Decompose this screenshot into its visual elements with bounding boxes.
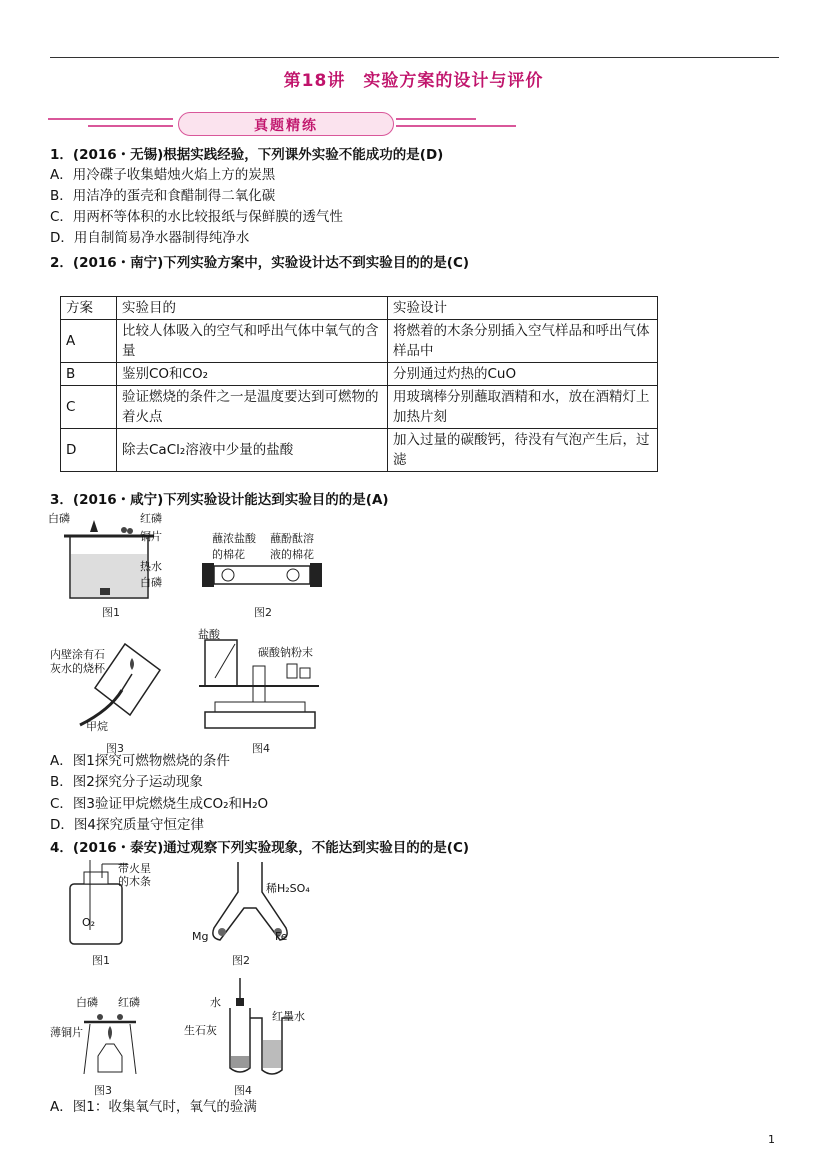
table-cell: 分别通过灼热的CuO xyxy=(388,363,658,386)
q2-table xyxy=(60,296,658,472)
q3-fig1-caption: 图1 xyxy=(102,606,120,619)
q4-fig3-label: 红磷 xyxy=(118,996,140,1009)
q4-fig4-label: 生石灰 xyxy=(184,1024,217,1037)
table-cell: A xyxy=(61,320,117,363)
q3-fig2-label: 蘸酚酞溶液的棉花 xyxy=(270,532,314,561)
q2-stem: 2．(2016・南宁)下列实验方案中，实验设计达不到实验目的的是(C) xyxy=(50,255,470,271)
table-cell: 除去CaCl₂溶液中少量的盐酸 xyxy=(117,429,388,472)
q4-fig4-caption: 图4 xyxy=(234,1084,252,1097)
q3-fig1-label: 铜片 xyxy=(140,530,162,543)
q3-fig1-label: 热水 xyxy=(140,560,162,573)
q3-fig2-tube-diagram xyxy=(198,560,326,590)
table-cell: D xyxy=(61,429,117,472)
table-cell: C xyxy=(61,386,117,429)
q3-option-c: C．图3验证甲烷燃烧生成CO₂和H₂O xyxy=(50,796,269,812)
q3-fig3-label: 甲烷 xyxy=(86,720,108,733)
q3-fig3-label: 内壁涂有石灰水的烧杯 xyxy=(50,648,105,675)
q3-fig4-caption: 图4 xyxy=(252,742,270,755)
table-header-row xyxy=(61,297,658,320)
q3-fig4-balance-diagram xyxy=(195,636,325,736)
table-cell: 用玻璃棒分别蘸取酒精和水，放在酒精灯上加热片刻 xyxy=(388,386,658,429)
q4-fig3-burner-diagram xyxy=(80,1006,140,1076)
table-cell: 鉴别CO和CO₂ xyxy=(117,363,388,386)
q3-option-b: B．图2探究分子运动现象 xyxy=(50,774,203,790)
table-header-cell: 实验设计 xyxy=(388,297,658,320)
q4-fig4-u-tube-diagram xyxy=(218,978,308,1078)
q4-fig3-label: 薄铜片 xyxy=(50,1026,83,1039)
q4-stem: 4．(2016・泰安)通过观察下列实验现象，不能达到实验目的的是(C) xyxy=(50,840,470,856)
q3-fig3-caption: 图3 xyxy=(106,742,124,755)
table-header-cell: 实验目的 xyxy=(117,297,388,320)
section-banner xyxy=(48,110,478,136)
table-cell: 将燃着的木条分别插入空气样品和呼出气体样品中 xyxy=(388,320,658,363)
table-header-cell: 方案 xyxy=(61,297,117,320)
q1-option-c: C．用两杯等体积的水比较报纸与保鲜膜的透气性 xyxy=(50,209,343,225)
q3-option-d: D．图4探究质量守恒定律 xyxy=(50,817,204,833)
q4-fig3-label: 白磷 xyxy=(76,996,98,1009)
q4-fig2-label: Mg xyxy=(192,930,209,943)
q3-fig4-label: 碳酸钠粉末 xyxy=(258,646,313,659)
q1-option-a: A．用冷碟子收集蜡烛火焰上方的炭黑 xyxy=(50,167,276,183)
q3-option-a: A．图1探究可燃物燃烧的条件 xyxy=(50,753,230,769)
table-cell: 比较人体吸入的空气和呼出气体中氧气的含量 xyxy=(117,320,388,363)
q3-stem: 3．(2016・咸宁)下列实验设计能达到实验目的的是(A) xyxy=(50,492,389,508)
q3-fig1-label: 白磷 xyxy=(140,576,162,589)
q3-fig2-label: 蘸浓盐酸的棉花 xyxy=(212,532,256,561)
q1-stem: 1．(2016・无锡)根据实践经验，下列课外实验不能成功的是(D) xyxy=(50,147,444,163)
page-number: 1 xyxy=(768,1133,775,1146)
header-rule xyxy=(50,57,779,58)
q3-fig1-label: 白磷 xyxy=(48,512,70,525)
q4-fig4-label: 红墨水 xyxy=(272,1010,305,1023)
q3-fig1-label: 红磷 xyxy=(140,512,162,525)
table-cell: B xyxy=(61,363,117,386)
q3-fig2-caption: 图2 xyxy=(254,606,272,619)
table-row xyxy=(61,363,658,386)
q4-fig1-label: O₂ xyxy=(82,916,96,929)
q4-fig2-label: 稀H₂SO₄ xyxy=(266,882,310,895)
q4-fig1-caption: 图1 xyxy=(92,954,110,967)
q4-fig2-label: Fe xyxy=(275,930,288,943)
q3-fig3-beaker-diagram xyxy=(70,640,170,735)
q4-fig2-caption: 图2 xyxy=(232,954,250,967)
section-banner-label: 真题精练 xyxy=(254,118,318,134)
q3-fig4-label: 盐酸 xyxy=(198,628,220,641)
table-row xyxy=(61,320,658,363)
table-cell: 验证燃烧的条件之一是温度要达到可燃物的着火点 xyxy=(117,386,388,429)
q4-option-a: A．图1：收集氧气时，氧气的验满 xyxy=(50,1099,257,1115)
q4-fig4-label: 水 xyxy=(210,996,221,1009)
table-row xyxy=(61,429,658,472)
q4-fig3-caption: 图3 xyxy=(94,1084,112,1097)
q1-option-d: D．用自制简易净水器制得纯净水 xyxy=(50,230,250,246)
q1-option-b: B．用洁净的蛋壳和食醋制得二氧化碳 xyxy=(50,188,276,204)
page-title: 第18讲 实验方案的设计与评价 xyxy=(283,71,544,91)
q4-fig1-label: 带火星的木条 xyxy=(118,862,151,888)
table-row xyxy=(61,386,658,429)
table-cell: 加入过量的碳酸钙，待没有气泡产生后，过滤 xyxy=(388,429,658,472)
